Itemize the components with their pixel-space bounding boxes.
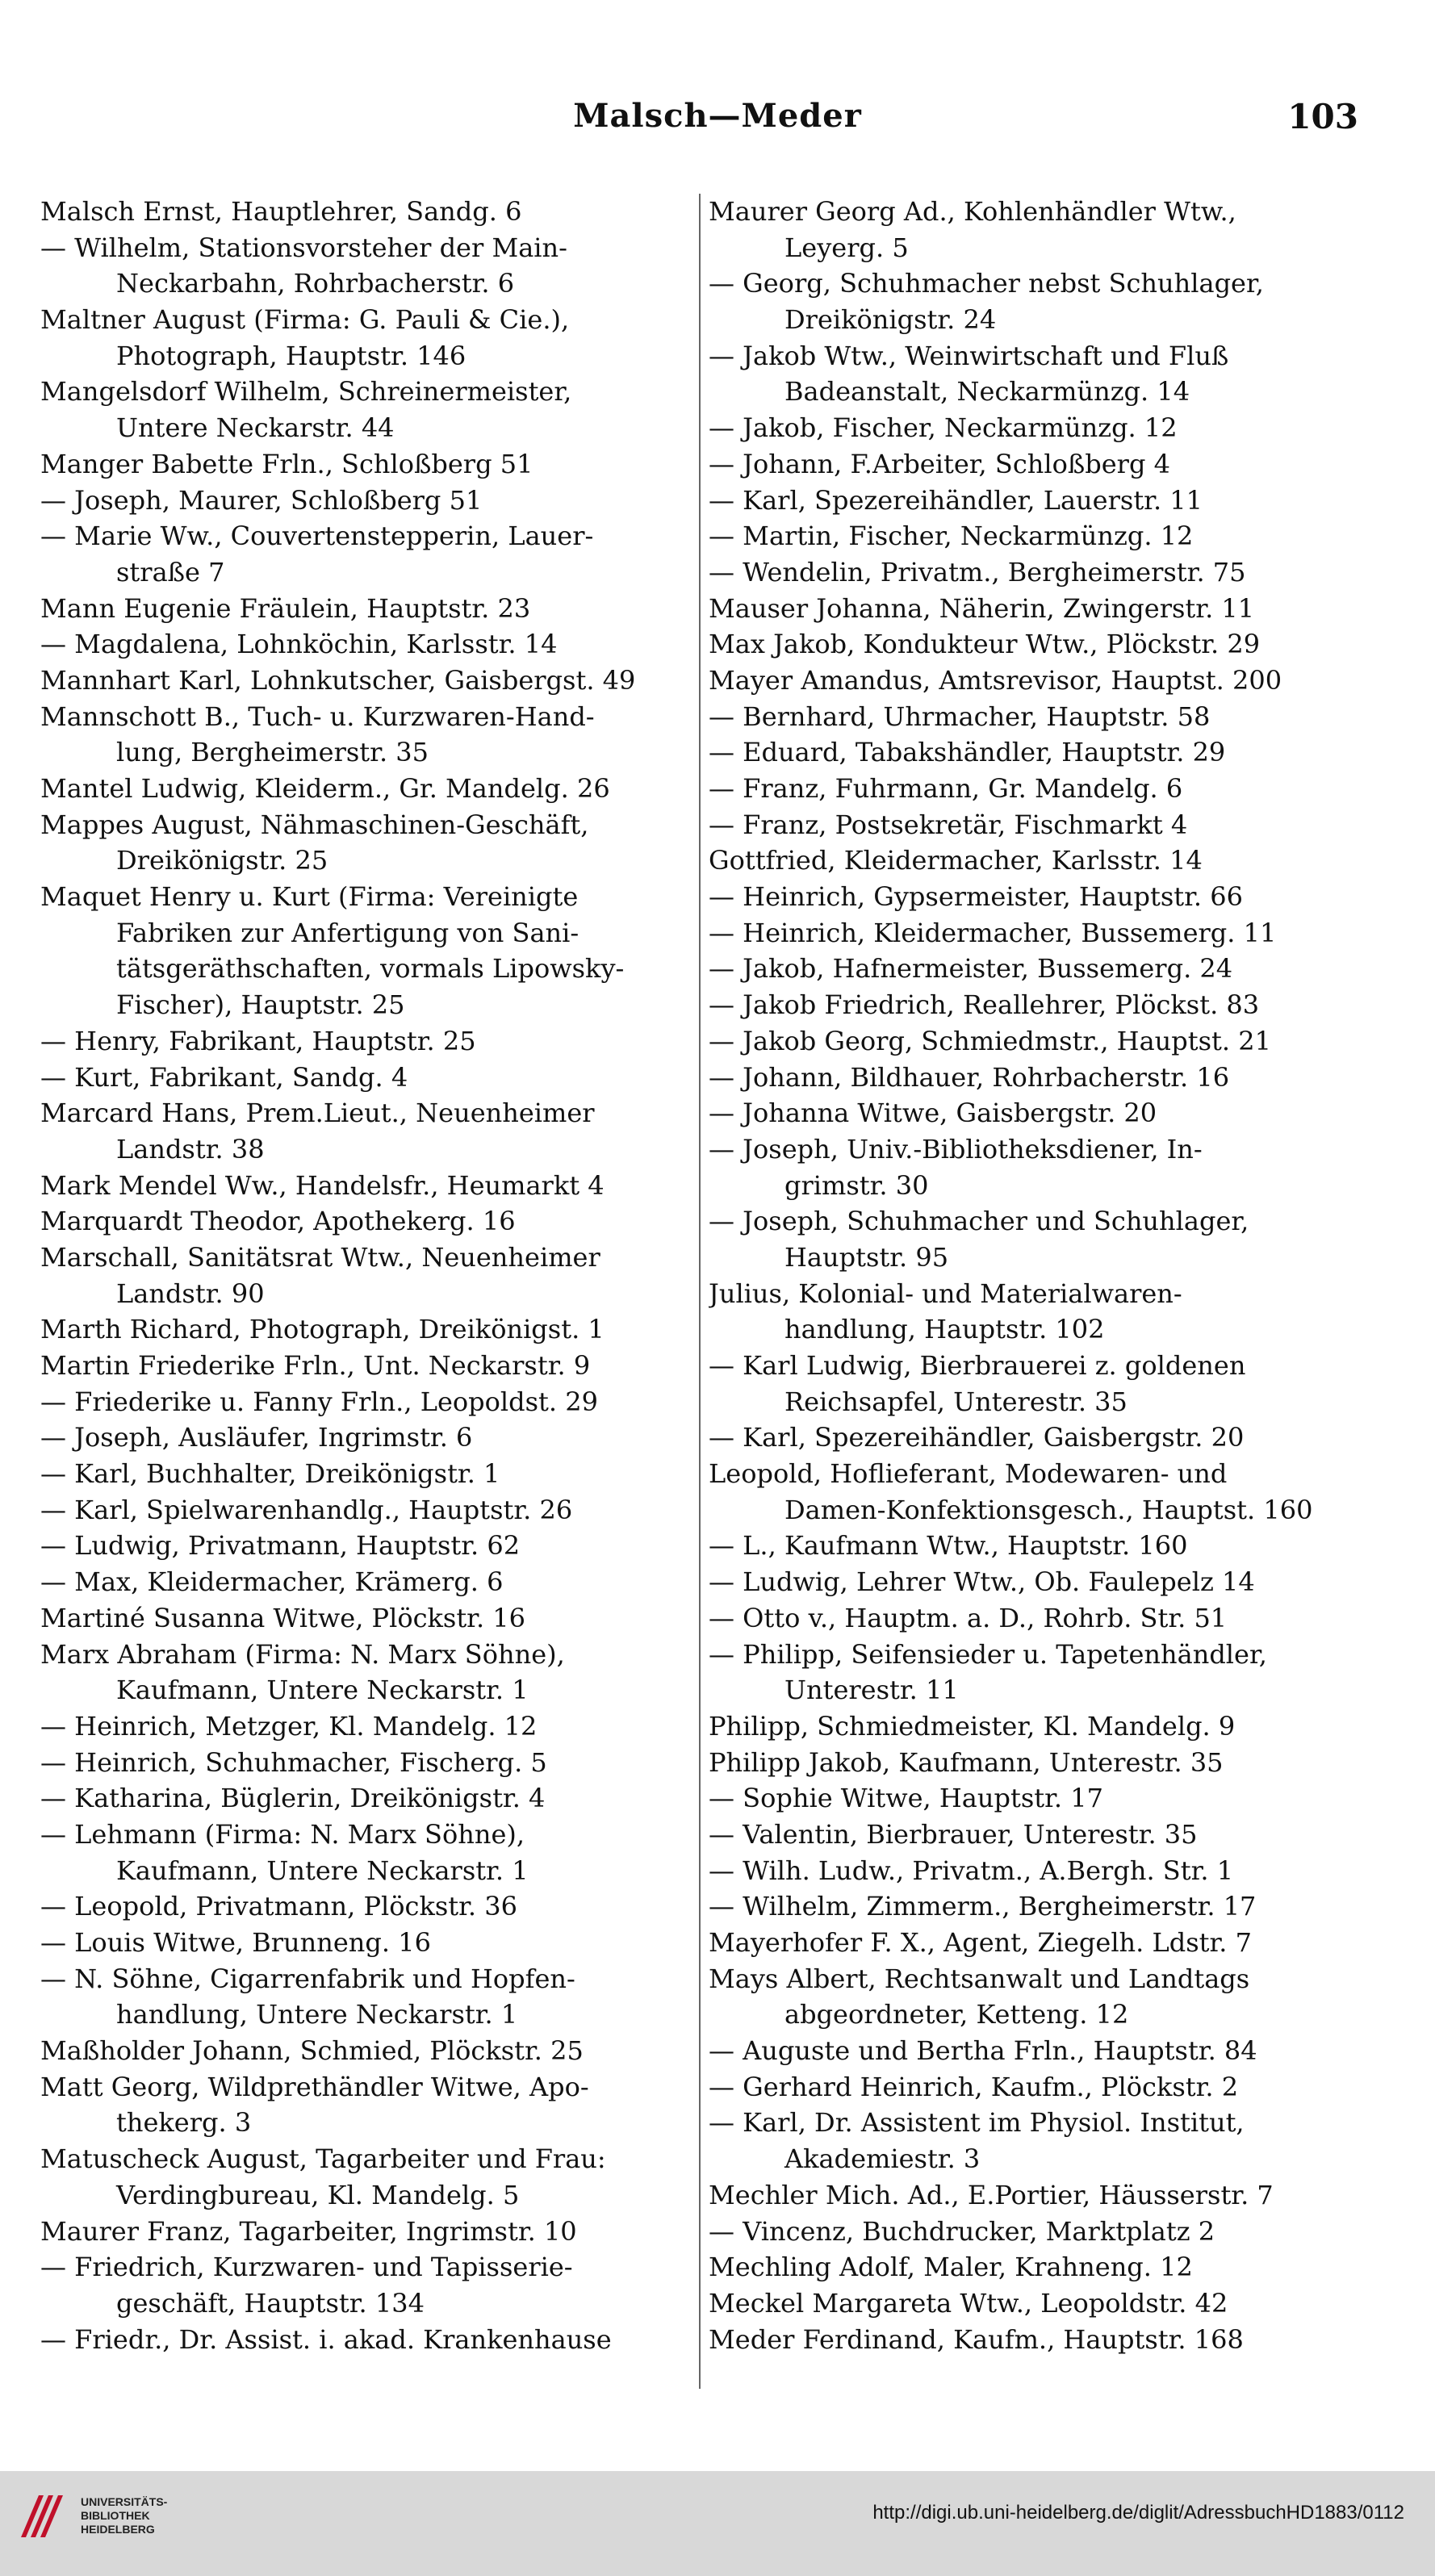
directory-entry (709, 915, 1362, 951)
directory-entry (40, 374, 694, 445)
entry-line: Marx Abraham (Firma: N. Marx Söhne), (40, 1638, 565, 1670)
directory-entry (709, 987, 1362, 1023)
directory-entry (709, 1925, 1362, 1961)
entry-line: Matt Georg, Wildprethändler Witwe, Apo- (40, 2071, 589, 2102)
entry-line: Marth Richard, Photograph, Dreikönigst. 1 (40, 1314, 605, 1345)
entry-line: — Johanna Witwe, Gaisbergstr. 20 (709, 1098, 1157, 1129)
entry-line: Mappes August, Nähmaschinen-Geschäft, (40, 809, 589, 840)
entry-continuation: Untere Neckarstr. 44 (116, 412, 395, 444)
entry-continuation: handlung, Hauptstr. 102 (784, 1314, 1105, 1345)
entry-line: — Karl, Spezereihändler, Lauerstr. 11 (709, 484, 1203, 516)
entry-continuation: Landstr. 90 (116, 1278, 265, 1309)
directory-entry (709, 1420, 1362, 1456)
entry-line: — Karl Ludwig, Bierbrauerei z. goldenen (709, 1350, 1246, 1381)
directory-entry (709, 410, 1362, 446)
entry-continuation: Neckarbahn, Rohrbacherstr. 6 (116, 268, 515, 299)
entry-line: — Jakob, Fischer, Neckarmünzg. 12 (709, 412, 1178, 444)
entry-line: Maurer Franz, Tagarbeiter, Ingrimstr. 10 (40, 2215, 577, 2247)
directory-entry (40, 1492, 694, 1528)
entry-line: — Vincenz, Buchdrucker, Marktplatz 2 (709, 2215, 1215, 2247)
entry-line: — Jakob Friedrich, Reallehrer, Plöckst. 83 (709, 989, 1260, 1021)
entry-continuation: Unterestr. 11 (784, 1675, 959, 1706)
entry-continuation: geschäft, Hauptstr. 134 (116, 2287, 425, 2319)
entry-line: Matuscheck August, Tagarbeiter und Frau: (40, 2143, 606, 2175)
directory-entry (40, 1060, 694, 1096)
directory-entry (40, 194, 694, 230)
library-logo-icon (15, 2487, 71, 2544)
directory-entry (709, 1456, 1362, 1528)
directory-entry (709, 1745, 1362, 1781)
entry-line: — Heinrich, Gypsermeister, Hauptstr. 66 (709, 881, 1243, 913)
entry-line: — Joseph, Schuhmacher und Schuhlager, (709, 1206, 1249, 1237)
entry-continuation: straße 7 (116, 556, 225, 588)
entry-line: — Franz, Postsekretär, Fischmarkt 4 (709, 809, 1188, 840)
directory-entry (40, 1961, 694, 2033)
entry-line: Mauser Johanna, Näherin, Zwingerstr. 11 (709, 592, 1255, 624)
entry-line: — Johann, Bildhauer, Rohrbacherstr. 16 (709, 1061, 1230, 1093)
entry-continuation: Hauptstr. 95 (784, 1241, 949, 1273)
directory-entry (40, 1780, 694, 1817)
running-title: Malsch—Meder (573, 97, 862, 135)
entry-line: — Bernhard, Uhrmacher, Hauptstr. 58 (709, 700, 1211, 732)
entry-line: Julius, Kolonial- und Materialwaren- (709, 1278, 1182, 1309)
entry-line: — Wilh. Ludw., Privatm., A.Bergh. Str. 1 (709, 1855, 1234, 1886)
entry-line: — Marie Ww., Couvertenstepperin, Lauer- (40, 521, 594, 552)
directory-entry (709, 2214, 1362, 2250)
directory-entry (709, 1817, 1362, 1853)
entry-line: — Otto v., Hauptm. a. D., Rohrb. Str. 51 (709, 1602, 1228, 1633)
directory-entry (40, 699, 694, 771)
directory-entry (40, 879, 694, 1023)
page-header (0, 97, 1435, 145)
directory-entry (40, 2033, 694, 2069)
directory-entry (709, 1095, 1362, 1131)
directory-entry (709, 1203, 1362, 1275)
library-name (81, 2495, 167, 2536)
directory-entry (40, 446, 694, 483)
directory-entry (40, 1384, 694, 1420)
entry-line: — Wendelin, Privatm., Bergheimerstr. 75 (709, 556, 1246, 588)
entry-line: — Lehmann (Firma: N. Marx Söhne), (40, 1818, 525, 1850)
directory-entry (40, 1708, 694, 1745)
entry-line: — Joseph, Maurer, Schloßberg 51 (40, 484, 483, 516)
directory-entry (40, 2141, 694, 2213)
library-name-line: UNIVERSITÄTS- (81, 2495, 168, 2508)
entry-line: — Magdalena, Lohnköchin, Karlsstr. 14 (40, 629, 558, 660)
entry-continuation: Fabriken zur Anfertigung von Sani- (116, 917, 579, 948)
entry-line: — Wilhelm, Zimmerm., Bergheimerstr. 17 (709, 1891, 1257, 1922)
directory-entry (40, 1095, 694, 1167)
entry-line: — Karl, Dr. Assistent im Physiol. Institut, (709, 2107, 1245, 2139)
entry-line: — Karl, Spezereihändler, Gaisbergstr. 20 (709, 1422, 1245, 1453)
entry-line: — Franz, Fuhrmann, Gr. Mandelg. 6 (709, 773, 1183, 804)
entry-line: Mannhart Karl, Lohnkutscher, Gaisbergst. 49 (40, 664, 636, 696)
entry-line: — Johann, F.Arbeiter, Schloßberg 4 (709, 448, 1170, 479)
directory-entry (40, 1456, 694, 1492)
directory-entry (709, 626, 1362, 663)
entry-line: Marquardt Theodor, Apothekerg. 16 (40, 1206, 516, 1237)
directory-entry (40, 302, 694, 374)
entry-continuation: abgeordneter, Ketteng. 12 (784, 1999, 1129, 2030)
entry-line: Marschall, Sanitätsrat Wtw., Neuenheimer (40, 1241, 600, 1273)
entry-continuation: Leyerg. 5 (784, 232, 909, 263)
directory-entry (709, 699, 1362, 735)
directory-entry (709, 1276, 1362, 1348)
directory-entry (709, 1853, 1362, 1889)
entry-line: — Friedrich, Kurzwaren- und Tapisserie- (40, 2252, 573, 2283)
entry-line: Manger Babette Frln., Schloßberg 51 (40, 448, 533, 479)
entry-continuation: Verdingbureau, Kl. Mandelg. 5 (116, 2179, 520, 2210)
entry-line: Mann Eugenie Fräulein, Hauptstr. 23 (40, 592, 531, 624)
entry-line: Gottfried, Kleidermacher, Karlsstr. 14 (709, 845, 1203, 876)
library-name-line: HEIDELBERG (81, 2523, 155, 2536)
entry-continuation: Damen-Konfektionsgesch., Hauptst. 160 (784, 1494, 1313, 1525)
library-name-line: BIBLIOTHEK (81, 2509, 150, 2522)
entry-line: — N. Söhne, Cigarrenfabrik und Hopfen- (40, 1963, 575, 1994)
directory-entry (709, 2069, 1362, 2106)
entry-line: — Friederike u. Fanny Frln., Leopoldst. 29 (40, 1386, 598, 1417)
directory-entry (40, 1745, 694, 1781)
entry-line: Philipp Jakob, Kaufmann, Unterestr. 35 (709, 1746, 1224, 1778)
directory-entry (40, 2322, 694, 2358)
directory-entry (40, 1888, 694, 1925)
left-column (40, 194, 694, 2357)
directory-entry (40, 483, 694, 519)
entry-line: — Jakob, Hafnermeister, Bussemerg. 24 (709, 953, 1233, 985)
directory-entry (709, 2033, 1362, 2069)
entry-line: — Leopold, Privatmann, Plöckstr. 36 (40, 1891, 517, 1922)
entry-line: Maurer Georg Ad., Kohlenhändler Wtw., (709, 196, 1236, 227)
entry-line: Maquet Henry u. Kurt (Firma: Vereinigte (40, 881, 579, 913)
entry-continuation: Dreikönigstr. 25 (116, 845, 328, 876)
directory-entry (709, 554, 1362, 591)
entry-line: — Valentin, Bierbrauer, Unterestr. 35 (709, 1818, 1198, 1850)
entry-line: — Kurt, Fabrikant, Sandg. 4 (40, 1061, 408, 1093)
entry-continuation: Badeanstalt, Neckarmünzg. 14 (784, 376, 1190, 408)
entry-line: — Ludwig, Privatmann, Hauptstr. 62 (40, 1530, 521, 1562)
entry-line: Philipp, Schmiedmeister, Kl. Mandelg. 9 (709, 1710, 1236, 1742)
directory-entry (709, 1060, 1362, 1096)
directory-entry (709, 879, 1362, 915)
directory-entry (709, 2285, 1362, 2322)
entry-line: — Katharina, Büglerin, Dreikönigstr. 4 (40, 1783, 546, 1814)
entry-line: — Karl, Spielwarenhandlg., Hauptstr. 26 (40, 1494, 573, 1525)
footer-bar (0, 2471, 1435, 2576)
directory-entry (40, 518, 694, 590)
directory-entry (709, 266, 1362, 337)
entry-line: — Sophie Witwe, Hauptstr. 17 (709, 1783, 1103, 1814)
entry-line: — Heinrich, Schuhmacher, Fischerg. 5 (40, 1746, 547, 1778)
entry-line: — Auguste und Bertha Frln., Hauptstr. 84 (709, 2035, 1257, 2067)
directory-entry (40, 2069, 694, 2141)
entry-line: — Philipp, Seifensieder u. Tapetenhändler, (709, 1638, 1267, 1670)
permalink-url[interactable]: http://digi.ub.uni-heidelberg.de/diglit/AdressbuchHD1883/0112 (872, 2502, 1404, 2524)
directory-entry (40, 1420, 694, 1456)
entry-line: Maltner August (Firma: G. Pauli & Cie.), (40, 304, 570, 336)
entry-line: Martin Friederike Frln., Unt. Neckarstr. 9 (40, 1350, 591, 1381)
directory-entry (40, 1564, 694, 1600)
entry-line: — Louis Witwe, Brunneng. 16 (40, 1927, 431, 1958)
entry-line: Mark Mendel Ww., Handelsfr., Heumarkt 4 (40, 1169, 605, 1201)
directory-entry (40, 1023, 694, 1060)
directory-entry (709, 446, 1362, 483)
entry-line: — Martin, Fischer, Neckarmünzg. 12 (709, 521, 1194, 552)
directory-entry (709, 1528, 1362, 1564)
directory-entry (40, 1600, 694, 1637)
directory-entry (709, 1131, 1362, 1203)
entry-line: Maßholder Johann, Schmied, Plöckstr. 25 (40, 2035, 584, 2067)
directory-entry (709, 1888, 1362, 1925)
directory-entry (709, 843, 1362, 879)
directory-entry (40, 1637, 694, 1708)
entry-line: Meckel Margareta Wtw., Leopoldstr. 42 (709, 2287, 1228, 2319)
directory-entry (709, 663, 1362, 699)
directory-entry (709, 1961, 1362, 2033)
entry-line: — Jakob Georg, Schmiedmstr., Hauptst. 21 (709, 1025, 1271, 1056)
entry-line: — Georg, Schuhmacher nebst Schuhlager, (709, 268, 1264, 299)
directory-entry (709, 1023, 1362, 1060)
entry-line: Meder Ferdinand, Kaufm., Hauptstr. 168 (709, 2323, 1244, 2355)
directory-entry (40, 1203, 694, 1240)
directory-entry (709, 2105, 1362, 2177)
directory-entry (709, 1348, 1362, 1420)
entry-line: Mayer Amandus, Amtsrevisor, Hauptst. 200 (709, 664, 1282, 696)
entry-continuation: tätsgeräthschaften, vormals Lipowsky- (116, 953, 625, 985)
entry-continuation: Akademiestr. 3 (784, 2143, 981, 2175)
directory-entry (709, 734, 1362, 771)
entry-continuation: Photograph, Hauptstr. 146 (116, 340, 466, 371)
directory-entry (709, 1600, 1362, 1637)
entry-line: Mannschott B., Tuch- u. Kurzwaren-Hand- (40, 700, 595, 732)
entry-line: — Henry, Fabrikant, Hauptstr. 25 (40, 1025, 476, 1056)
directory-entry (40, 2249, 694, 2321)
entry-line: Mays Albert, Rechtsanwalt und Landtags (709, 1963, 1250, 1994)
directory-entry (709, 2249, 1362, 2285)
directory-entry (709, 1637, 1362, 1708)
directory-entry (40, 230, 694, 302)
entry-line: — Karl, Buchhalter, Dreikönigstr. 1 (40, 1458, 500, 1490)
entry-continuation: grimstr. 30 (784, 1169, 929, 1201)
directory-entry (709, 1780, 1362, 1817)
entry-continuation: Kaufmann, Untere Neckarstr. 1 (116, 1675, 529, 1706)
entry-line: — L., Kaufmann Wtw., Hauptstr. 160 (709, 1530, 1188, 1562)
entry-line: Max Jakob, Kondukteur Wtw., Plöckstr. 29 (709, 629, 1261, 660)
column-divider (699, 194, 701, 2389)
directory-entry (40, 807, 694, 879)
directory-entry (40, 1240, 694, 1311)
directory-entry (709, 951, 1362, 987)
directory-entry (709, 771, 1362, 807)
directory-entry (709, 2177, 1362, 2214)
directory-entry (40, 2214, 694, 2250)
entry-line: — Max, Kleidermacher, Krämerg. 6 (40, 1566, 504, 1598)
entry-continuation: handlung, Untere Neckarstr. 1 (116, 1999, 518, 2030)
entry-line: Malsch Ernst, Hauptlehrer, Sandg. 6 (40, 196, 522, 227)
entry-line: — Heinrich, Kleidermacher, Bussemerg. 11 (709, 917, 1277, 948)
entry-line: Mangelsdorf Wilhelm, Schreinermeister, (40, 376, 572, 408)
entry-line: — Gerhard Heinrich, Kaufm., Plöckstr. 2 (709, 2071, 1239, 2102)
entry-continuation: lung, Bergheimerstr. 35 (116, 737, 429, 768)
directory-entry (40, 1925, 694, 1961)
entry-line: — Joseph, Univ.-Bibliotheksdiener, In- (709, 1133, 1203, 1165)
entry-line: Marcard Hans, Prem.Lieut., Neuenheimer (40, 1098, 595, 1129)
directory-entry (709, 518, 1362, 554)
entry-line: — Wilhelm, Stationsvorsteher der Main- (40, 232, 567, 263)
entry-line: — Friedr., Dr. Assist. i. akad. Krankenhause (40, 2323, 612, 2355)
directory-entry (709, 807, 1362, 843)
entry-line: Leopold, Hoflieferant, Modewaren- und (709, 1458, 1228, 1490)
entry-line: Martiné Susanna Witwe, Plöckstr. 16 (40, 1602, 526, 1633)
entry-continuation: Kaufmann, Untere Neckarstr. 1 (116, 1855, 529, 1886)
directory-entry (40, 591, 694, 627)
entry-line: — Heinrich, Metzger, Kl. Mandelg. 12 (40, 1710, 538, 1742)
directory-entry (709, 2322, 1362, 2358)
directory-entry (709, 1564, 1362, 1600)
directory-entry (40, 1168, 694, 1204)
entry-line: — Ludwig, Lehrer Wtw., Ob. Faulepelz 14 (709, 1566, 1255, 1598)
directory-entry (709, 338, 1362, 410)
directory-entry (709, 194, 1362, 266)
directory-entry (40, 1528, 694, 1564)
entry-continuation: Reichsapfel, Unterestr. 35 (784, 1386, 1128, 1417)
directory-entry (40, 1817, 694, 1888)
entry-continuation: thekerg. 3 (116, 2107, 252, 2139)
directory-entry (40, 1348, 694, 1384)
directory-entry (40, 771, 694, 807)
entry-line: Mechling Adolf, Maler, Krahneng. 12 (709, 2252, 1193, 2283)
entry-line: Mechler Mich. Ad., E.Portier, Häusserstr. 7 (709, 2179, 1274, 2210)
entry-line: — Joseph, Ausläufer, Ingrimstr. 6 (40, 1422, 473, 1453)
directory-entry (40, 1311, 694, 1348)
entry-continuation: Fischer), Hauptstr. 25 (116, 989, 405, 1021)
page-number: 103 (1287, 97, 1358, 136)
entry-continuation: Dreikönigstr. 24 (784, 304, 997, 336)
entry-line: — Jakob Wtw., Weinwirtschaft und Fluß (709, 340, 1229, 371)
directory-entry (709, 483, 1362, 519)
directory-entry (40, 626, 694, 663)
directory-entry (40, 663, 694, 699)
entry-continuation: Landstr. 38 (116, 1133, 265, 1165)
directory-entry (709, 591, 1362, 627)
directory-entry (709, 1708, 1362, 1745)
entry-line: Mantel Ludwig, Kleiderm., Gr. Mandelg. 26 (40, 773, 610, 804)
entry-line: — Eduard, Tabakshändler, Hauptstr. 29 (709, 737, 1226, 768)
right-column (709, 194, 1362, 2357)
entry-line: Mayerhofer F. X., Agent, Ziegelh. Ldstr. 7 (709, 1927, 1252, 1958)
